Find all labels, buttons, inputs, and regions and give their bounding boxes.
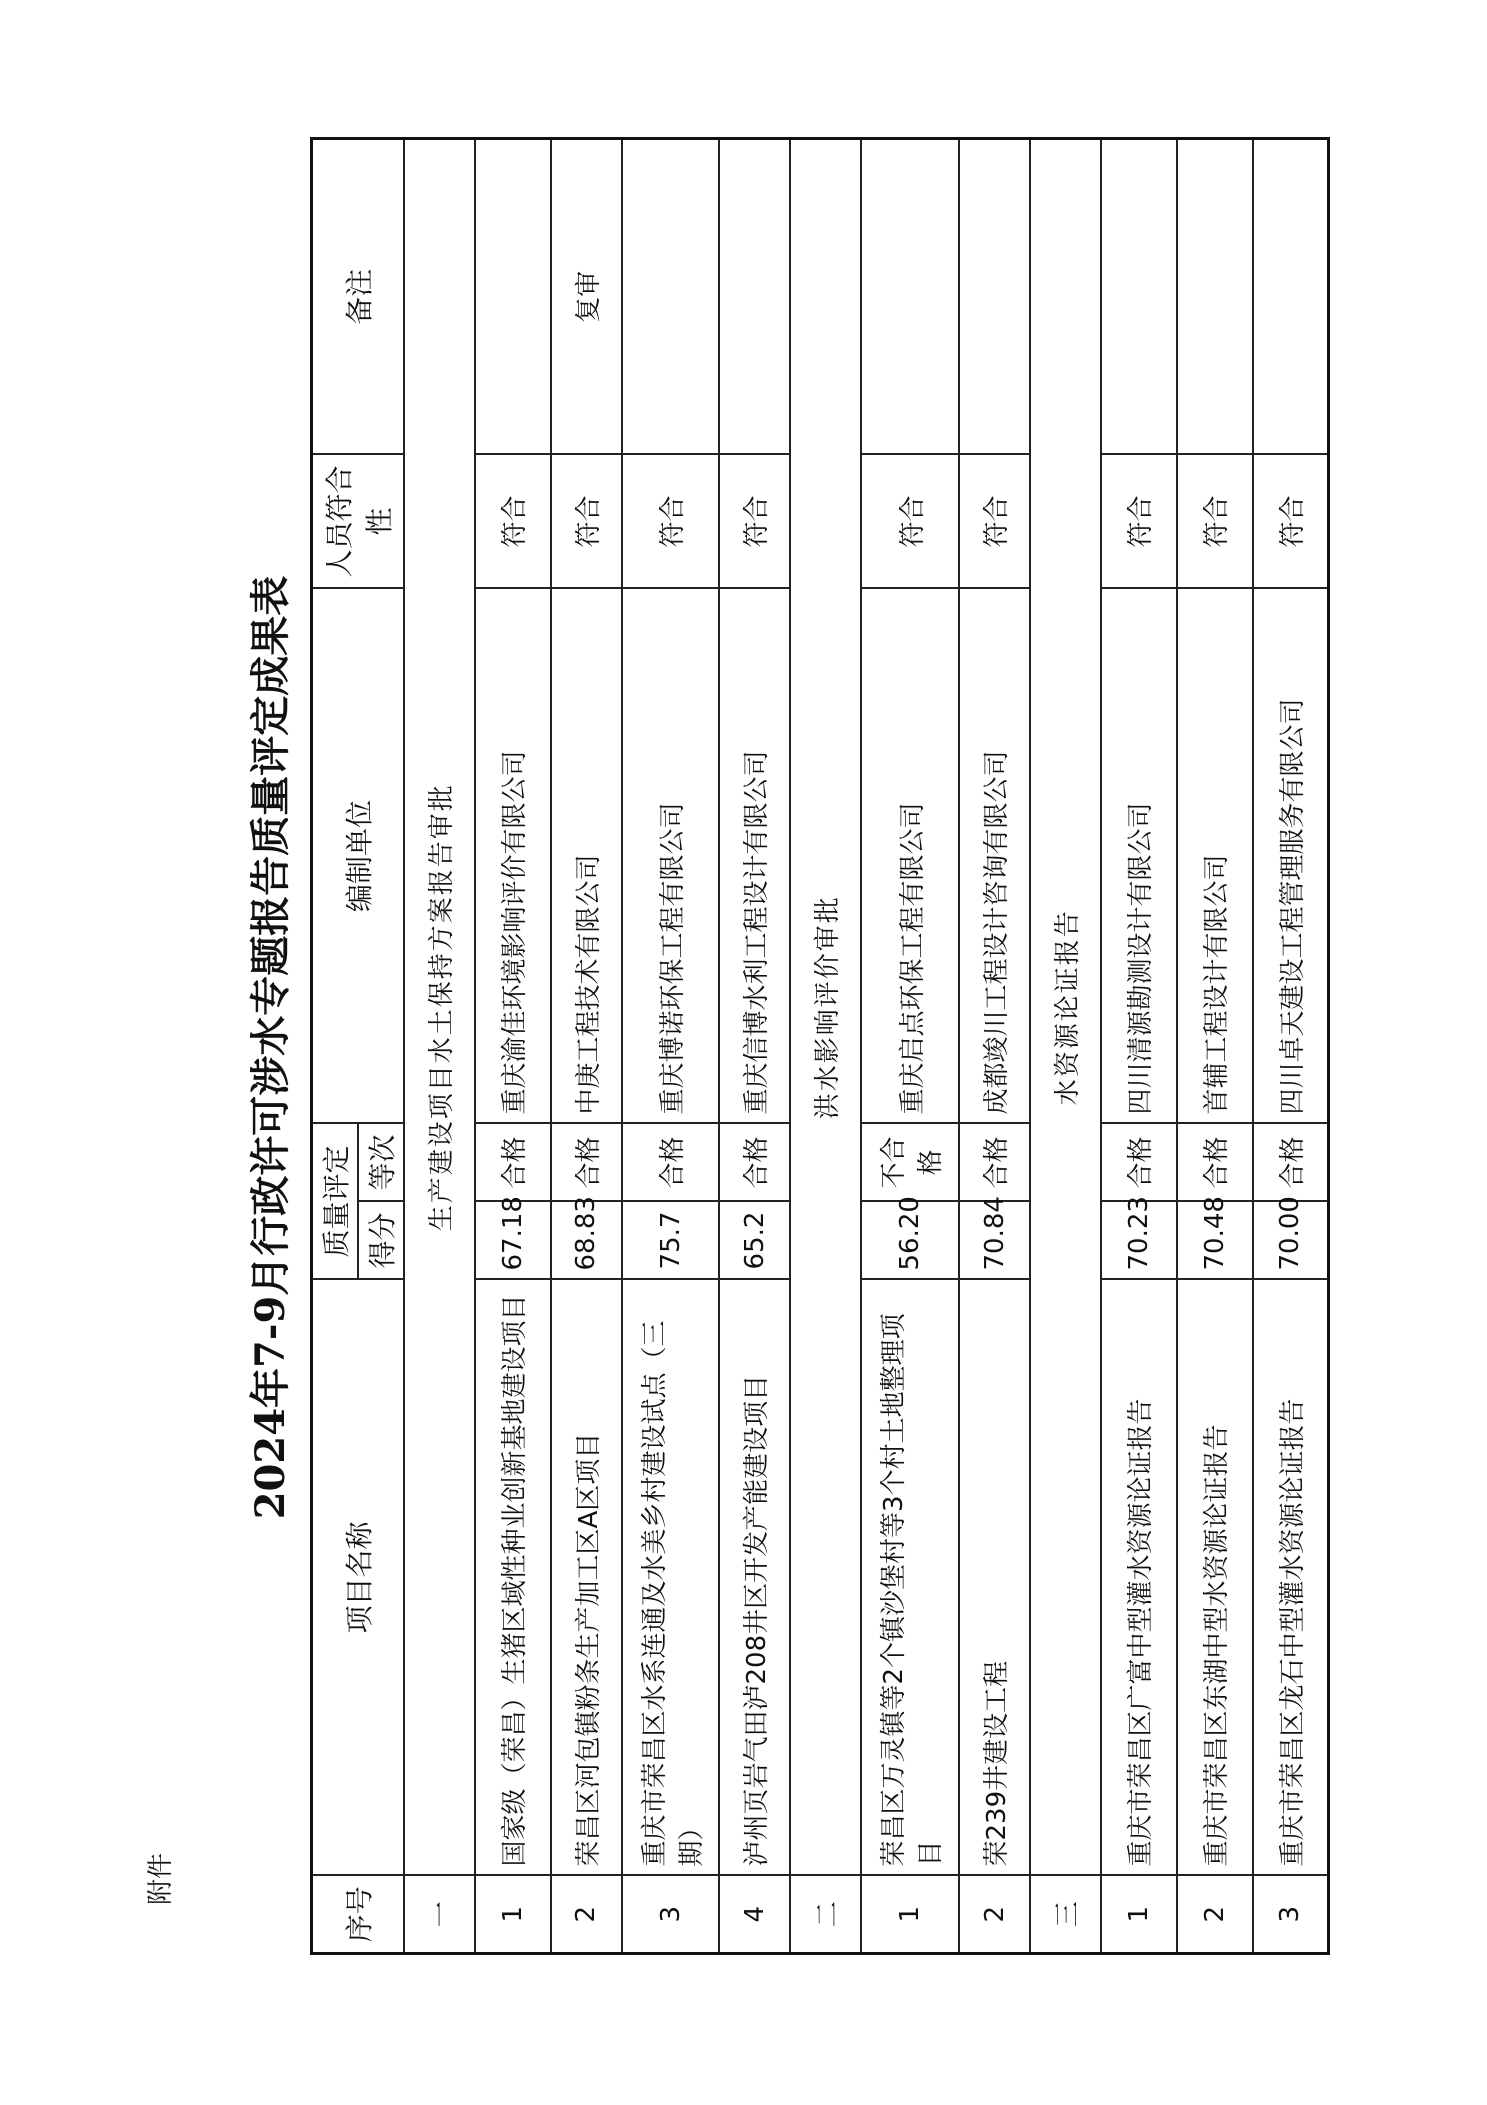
row-staff: 符合 [959, 454, 1030, 588]
table-row [1253, 138, 1329, 1953]
row-note [861, 138, 959, 454]
row-seq: 2 [959, 1876, 1030, 1954]
row-unit: 重庆信博水利工程设计有限公司 [719, 588, 790, 1123]
row-project-name: 国家级（荣昌）生猪区域性种业创新基地建设项目 [475, 1280, 551, 1876]
row-staff: 符合 [1177, 454, 1253, 588]
row-unit: 重庆启点环保工程有限公司 [861, 588, 959, 1123]
row-project-name: 重庆市荣昌区广富中型灌水资源论证报告 [1101, 1280, 1177, 1876]
table-row [959, 138, 1030, 1953]
header-seq: 序号 [312, 1876, 405, 1954]
row-seq: 3 [1253, 1876, 1329, 1954]
row-unit: 成都竣川工程设计咨询有限公司 [959, 588, 1030, 1123]
section-title: 水资源论证报告 [1030, 138, 1101, 1875]
row-grade: 合格 [551, 1123, 622, 1201]
header-name: 项目名称 [312, 1280, 405, 1876]
row-seq: 3 [622, 1876, 720, 1954]
row-staff: 符合 [551, 454, 622, 588]
row-unit: 四川清源勘测设计有限公司 [1101, 588, 1177, 1123]
row-note: 复审 [551, 138, 622, 454]
table-row [719, 138, 790, 1953]
row-grade: 合格 [475, 1123, 551, 1201]
table-row [551, 138, 622, 1953]
row-project-name: 重庆市荣昌区东湖中型水资源论证报告 [1177, 1280, 1253, 1876]
row-seq: 1 [475, 1876, 551, 1954]
row-note [1101, 138, 1177, 454]
row-seq: 1 [1101, 1876, 1177, 1954]
row-staff: 符合 [1253, 454, 1329, 588]
table-row [1177, 138, 1253, 1953]
row-score: 70.48 [1177, 1202, 1253, 1280]
table-row [1101, 138, 1177, 1953]
row-staff: 符合 [622, 454, 720, 588]
row-seq: 1 [861, 1876, 959, 1954]
row-note [959, 138, 1030, 454]
row-grade: 合格 [622, 1123, 720, 1201]
header-score: 得分 [358, 1202, 404, 1280]
row-score: 67.18 [475, 1202, 551, 1280]
row-seq: 2 [551, 1876, 622, 1954]
row-score: 70.23 [1101, 1202, 1177, 1280]
section-seq: 二 [790, 1876, 861, 1954]
row-project-name: 泸州页岩气田泸208井区开发产能建设项目 [719, 1280, 790, 1876]
table-row [622, 138, 720, 1953]
row-staff: 符合 [1101, 454, 1177, 588]
header-note: 备注 [312, 138, 405, 454]
header-unit: 编制单位 [312, 588, 405, 1123]
row-note [719, 138, 790, 454]
table-row [861, 138, 959, 1953]
table-row [475, 138, 551, 1953]
section-title: 生产建设项目水土保持方案报告审批 [404, 138, 475, 1875]
rotated-page [230, 140, 1340, 1955]
row-unit: 首辅工程设计有限公司 [1177, 588, 1253, 1123]
row-seq: 2 [1177, 1876, 1253, 1954]
page-title: 2024年7-9月行政许可涉水专题报告质量评定成果表 [247, 575, 294, 1520]
row-note [622, 138, 720, 454]
row-note [475, 138, 551, 454]
row-unit: 重庆渝佳环境影响评价有限公司 [475, 588, 551, 1123]
row-unit: 四川卓天建设工程管理服务有限公司 [1253, 588, 1329, 1123]
row-grade: 合格 [1177, 1123, 1253, 1201]
row-staff: 符合 [861, 454, 959, 588]
attachment-label: 附件 [146, 1852, 176, 1905]
row-score: 70.00 [1253, 1202, 1329, 1280]
row-unit: 重庆博诺环保工程有限公司 [622, 588, 720, 1123]
row-unit: 中庚工程技术有限公司 [551, 588, 622, 1123]
row-grade: 合格 [719, 1123, 790, 1201]
header-staff: 人员符合性 [312, 454, 405, 588]
section-title: 洪水影响评价审批 [790, 138, 861, 1875]
header-quality: 质量评定 [312, 1123, 359, 1279]
row-grade: 合格 [959, 1123, 1030, 1201]
section-seq: 三 [1030, 1876, 1101, 1954]
quality-table [310, 137, 1330, 1955]
row-project-name: 重庆市荣昌区龙石中型灌水资源论证报告 [1253, 1280, 1329, 1876]
row-staff: 符合 [475, 454, 551, 588]
row-score: 70.84 [959, 1202, 1030, 1280]
row-project-name: 荣昌区万灵镇等2个镇沙堡村等3个村土地整理项目 [861, 1280, 959, 1876]
row-note [1177, 138, 1253, 454]
row-score: 68.83 [551, 1202, 622, 1280]
row-note [1253, 138, 1329, 454]
section-row [790, 138, 861, 1953]
row-seq: 4 [719, 1876, 790, 1954]
row-score: 56.20 [861, 1202, 959, 1280]
row-staff: 符合 [719, 454, 790, 588]
row-grade: 合格 [1101, 1123, 1177, 1201]
section-seq: 一 [404, 1876, 475, 1954]
section-row [1030, 138, 1101, 1953]
row-score: 65.2 [719, 1202, 790, 1280]
row-score: 75.7 [622, 1202, 720, 1280]
row-project-name: 重庆市荣昌区水系连通及水美乡村建设试点（三期） [622, 1280, 720, 1876]
row-grade: 不合格 [861, 1123, 959, 1201]
section-row [404, 138, 475, 1953]
row-project-name: 荣昌区河包镇粉条生产加工区A区项目 [551, 1280, 622, 1876]
header-grade: 等次 [358, 1123, 404, 1201]
row-project-name: 荣239井建设工程 [959, 1280, 1030, 1876]
row-grade: 合格 [1253, 1123, 1329, 1201]
